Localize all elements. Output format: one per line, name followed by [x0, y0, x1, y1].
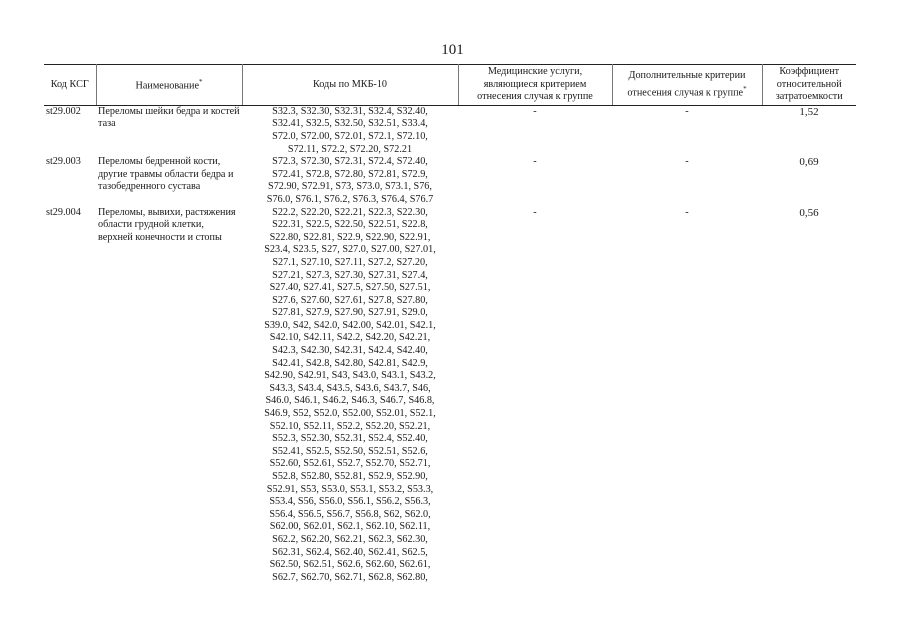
mkb-code-line: S52.41, S52.5, S52.50, S52.51, S52.6,: [272, 445, 428, 457]
mkb-code-line: S62.31, S62.4, S62.40, S62.41, S62.5,: [272, 546, 428, 558]
header-mkb-codes: Коды по МКБ-10: [242, 65, 458, 106]
coefficient-cell: 1,52: [799, 105, 819, 118]
mkb-code-line: S62.2, S62.20, S62.21, S62.3, S62.30,: [272, 533, 428, 545]
mkb-code-line: S43.3, S43.4, S43.5, S43.6, S43.7, S46,: [269, 382, 431, 394]
mkb-code-line: S52.91, S53, S53.0, S53.1, S53.2, S53.3,: [266, 483, 434, 495]
medical-services-cell: -: [533, 156, 537, 168]
ksg-name-cell: Переломы бедренной кости, другие травмы области бедра и тазобедренного сустава: [98, 156, 234, 193]
footnote-mark: *: [198, 78, 203, 87]
mkb-code-line: S32.3, S32.30, S32.31, S32.4, S32.40,: [272, 105, 428, 117]
mkb-code-line: S23.4, S23.5, S27, S27.0, S27.00, S27.01,: [264, 244, 436, 256]
table-body: [44, 105, 856, 584]
mkb-code-line: S22.2, S22.20, S22.21, S22.3, S22.30,: [272, 206, 428, 218]
mkb-code-line: S62.50, S62.51, S62.6, S62.60, S62.61,: [269, 559, 431, 571]
mkb-code-line: S52.10, S52.11, S52.2, S52.20, S52.21,: [269, 420, 431, 432]
mkb-code-line: S76.0, S76.1, S76.2, S76.3, S76.4, S76.7: [266, 193, 434, 205]
ksg-name-cell: Переломы шейки бедра и костей таза: [98, 105, 240, 130]
mkb-code-line: S42.10, S42.11, S42.2, S42.20, S42.21,: [269, 332, 431, 344]
ksg-code-cell: st29.003: [46, 156, 81, 168]
mkb-codes-cell: [242, 156, 458, 206]
mkb-code-line: S72.90, S72.91, S73, S73.0, S73.1, S76,: [268, 181, 432, 193]
table-row: [44, 156, 856, 206]
mkb-codes-cell: [242, 207, 458, 585]
ksg-code-cell: st29.004: [46, 206, 81, 218]
header-code: Код КСГ: [44, 65, 96, 106]
mkb-code-line: S32.41, S32.5, S32.50, S32.51, S33.4,: [272, 118, 428, 130]
ksg-name-cell: Переломы, вывихи, растяжения области грудной клетки, верхней конечности и стопы: [98, 206, 236, 243]
additional-criteria-cell: -: [685, 156, 689, 168]
mkb-code-line: S27.81, S27.9, S27.90, S27.91, S29.0,: [272, 307, 428, 319]
mkb-code-line: S52.8, S52.80, S52.81, S52.9, S52.90,: [272, 471, 428, 482]
mkb-code-line: S56.4, S56.5, S56.7, S56.8, S62, S62.0,: [269, 508, 431, 520]
mkb-code-line: S27.40, S27.41, S27.5, S27.50, S27.51,: [269, 282, 431, 294]
mkb-code-line: S39.0, S42, S42.0, S42.00, S42.01, S42.1,: [264, 319, 436, 331]
footnote-mark: *: [743, 84, 747, 93]
page-number: 101: [441, 42, 464, 58]
table-row: [44, 207, 856, 585]
mkb-code-line: S72.11, S72.2, S72.20, S72.21: [287, 143, 413, 155]
ksg-table: [44, 64, 856, 584]
mkb-code-line: S62.00, S62.01, S62.1, S62.10, S62.11,: [269, 521, 431, 533]
mkb-code-line: S22.31, S22.5, S22.50, S22.51, S22.8,: [272, 219, 428, 231]
additional-criteria-cell: -: [685, 206, 689, 218]
medical-services-cell: -: [533, 105, 537, 117]
mkb-code-line: S46.9, S52, S52.0, S52.00, S52.01, S52.1,: [264, 408, 436, 420]
mkb-code-line: S52.3, S52.30, S52.31, S52.4, S52.40,: [272, 433, 428, 445]
header-coefficient: Коэффициент относительной затратоемкости: [762, 65, 856, 106]
mkb-code-line: S72.41, S72.8, S72.80, S72.81, S72.9,: [272, 168, 428, 180]
header-name: Наименование*: [96, 65, 242, 106]
mkb-code-line: S27.6, S27.60, S27.61, S27.8, S27.80,: [272, 294, 428, 306]
mkb-code-line: S27.1, S27.10, S27.11, S27.2, S27.20,: [272, 256, 428, 268]
mkb-code-line: S42.90, S42.91, S43, S43.0, S43.1, S43.2,: [264, 370, 436, 382]
ksg-code-cell: st29.002: [46, 105, 81, 117]
mkb-codes-cell: [242, 105, 458, 156]
table-header-row: [44, 65, 856, 106]
header-medical-services: Медицинские услуги, являющиеся критерием отнесения случая к группе: [458, 65, 612, 106]
mkb-code-line: S42.41, S42.8, S42.80, S42.81, S42.9,: [272, 357, 428, 369]
mkb-code-line: S46.0, S46.1, S46.2, S46.3, S46.7, S46.8,: [265, 395, 435, 407]
mkb-code-line: S22.80, S22.81, S22.9, S22.90, S22.91,: [269, 231, 431, 243]
coefficient-cell: 0,56: [799, 206, 819, 219]
mkb-code-line: S52.60, S52.61, S52.7, S52.70, S52.71,: [269, 458, 431, 470]
mkb-code-line: S53.4, S56, S56.0, S56.1, S56.2, S56.3,: [269, 496, 431, 508]
additional-criteria-cell: -: [685, 105, 689, 117]
medical-services-cell: -: [533, 206, 537, 218]
mkb-code-line: S42.3, S42.30, S42.31, S42.4, S42.40,: [272, 345, 428, 357]
coefficient-cell: 0,69: [799, 156, 819, 169]
header-additional-criteria: Дополнительные критерии отнесения случая к группе*: [612, 65, 762, 106]
mkb-code-line: S62.7, S62.70, S62.71, S62.8, S62.80,: [272, 571, 428, 583]
mkb-code-line: S72.0, S72.00, S72.01, S72.1, S72.10,: [272, 130, 428, 142]
mkb-code-line: S27.21, S27.3, S27.30, S27.31, S27.4,: [272, 269, 428, 281]
mkb-code-line: S72.3, S72.30, S72.31, S72.4, S72.40,: [272, 156, 428, 168]
table-row: [44, 105, 856, 156]
